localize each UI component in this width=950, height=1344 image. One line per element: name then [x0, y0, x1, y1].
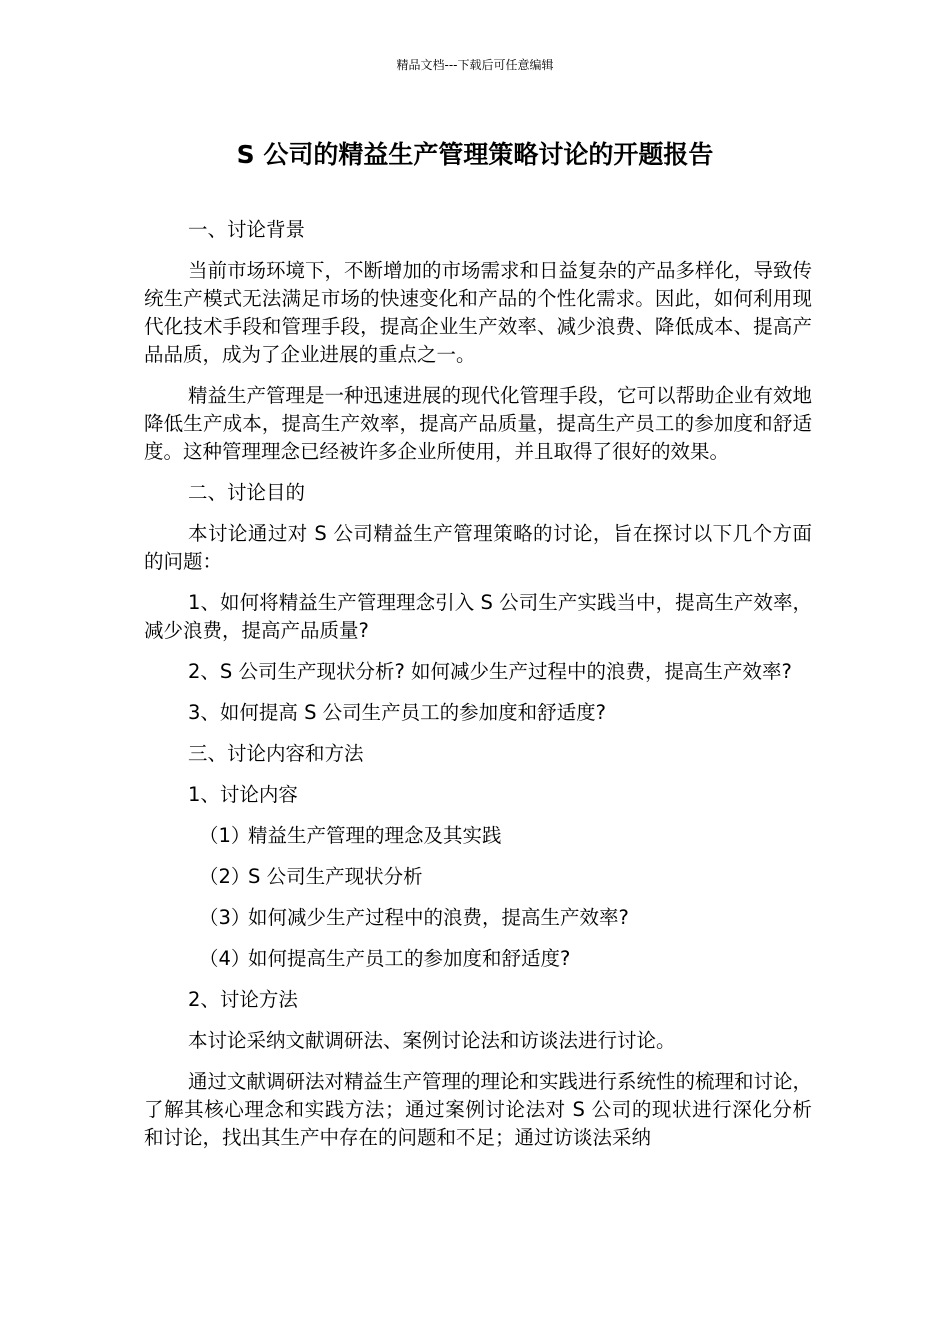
section-heading-background: 一、讨论背景: [188, 218, 306, 241]
section-heading-purpose: 二、讨论目的: [188, 481, 306, 504]
subsection-heading-method: 2、讨论方法: [188, 988, 298, 1011]
content-item: [144, 904, 812, 932]
content-item-number: （1）: [199, 824, 251, 847]
content-item: [144, 863, 812, 891]
section-heading-content-method: 三、讨论内容和方法: [188, 742, 364, 765]
paragraph-method-intro: 本讨论采纳文献调研法、案例讨论法和访谈法进行讨论。: [188, 1029, 676, 1052]
paragraph-background-2: 精益生产管理是一种迅速进展的现代化管理手段，它可以帮助企业有效地降低生产成本，提高生产效率，提高产品质量，提高生产员工的参加度和舒适度。这种管理理念已经被许多企业所使用，并且取得了很好的效果。: [144, 384, 813, 463]
header-note: 精品文档---下载后可任意编辑: [396, 58, 554, 72]
content-item-text: 如何减少生产过程中的浪费，提高生产效率?: [248, 906, 629, 929]
document-body: [144, 216, 812, 1165]
paragraph-method-detail: 通过文献调研法对精益生产管理的理论和实践进行系统性的梳理和讨论，了解其核心理念和实践方法；通过案例讨论法对 S 公司的现状进行深化分析和讨论，找出其生产中存在的问题和不足；通过访谈法采纳: [144, 1070, 813, 1149]
paragraph-purpose-intro: 本讨论通过对 S 公司精益生产管理策略的讨论，旨在探讨以下几个方面的问题：: [144, 522, 812, 573]
purpose-item-2: 2、S 公司生产现状分析? 如何减少生产过程中的浪费，提高生产效率?: [188, 660, 792, 683]
purpose-item-3: 3、如何提高 S 公司生产员工的参加度和舒适度?: [188, 701, 607, 724]
content-item: [144, 822, 812, 850]
content-item-text: 如何提高生产员工的参加度和舒适度?: [248, 947, 571, 970]
content-item-number: （2）: [199, 865, 251, 888]
content-item-text: S 公司生产现状分析: [248, 865, 423, 888]
subsection-heading-content: 1、讨论内容: [188, 783, 298, 806]
content-item-text: 精益生产管理的理念及其实践: [248, 824, 502, 847]
content-item-number: （3）: [199, 906, 251, 929]
content-item: [144, 945, 812, 973]
content-item-number: （4）: [199, 947, 251, 970]
purpose-item-1: 1、如何将精益生产管理理念引入 S 公司生产实践当中，提高生产效率，减少浪费，提高产品质量?: [144, 591, 812, 642]
document-title: S 公司的精益生产管理策略讨论的开题报告: [236, 140, 714, 169]
paragraph-background-1: 当前市场环境下，不断增加的市场需求和日益复杂的产品多样化，导致传统生产模式无法满足市场的快速变化和产品的个性化需求。因此，如何利用现代化技术手段和管理手段，提高企业生产效率、减少浪费、降低成本、提高产品品质，成为了企业进展的重点之一。: [144, 259, 813, 366]
